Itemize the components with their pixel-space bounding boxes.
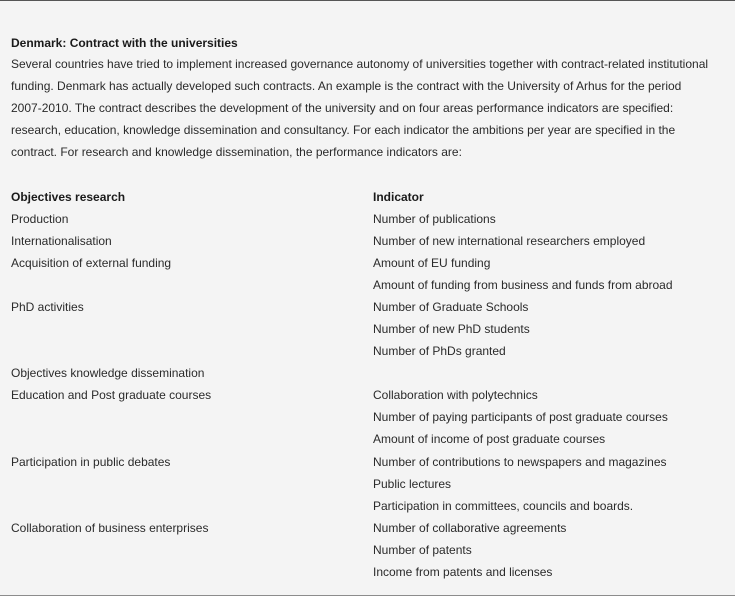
paragraph-line: contract. For research and knowledge dissemination, the performance indicators are: bbox=[11, 145, 462, 159]
box-title: Denmark: Contract with the universities bbox=[11, 36, 238, 50]
paragraph-line: funding. Denmark has actually developed such contracts. An example is the contract with the University of Arhus for the period bbox=[11, 79, 682, 93]
indicator-cell: Amount of income of post graduate courses bbox=[373, 432, 606, 446]
indicator-cell: Number of collaborative agreements bbox=[373, 521, 567, 535]
indicator-cell: Number of new PhD students bbox=[373, 322, 530, 336]
paragraph-line: 2007-2010. The contract describes the development of the university and on four areas performance indicators are specified: bbox=[11, 101, 674, 115]
indicator-cell: Number of paying participants of post graduate courses bbox=[373, 410, 668, 424]
objective-cell: Internationalisation bbox=[11, 234, 112, 248]
paragraph-line: Several countries have tried to implement increased governance autonomy of universities together with contract-related institutional bbox=[11, 57, 709, 71]
objective-cell: Collaboration of business enterprises bbox=[11, 521, 209, 535]
indicator-cell: Number of PhDs granted bbox=[373, 344, 506, 358]
objective-cell: Acquisition of external funding bbox=[11, 256, 172, 270]
intro-paragraph bbox=[11, 53, 723, 163]
paragraph-line: research, education, knowledge dissemination and consultancy. For each indicator the ambitions per year are specified in the bbox=[11, 123, 676, 137]
indicator-cell: Number of new international researchers employed bbox=[373, 234, 646, 248]
indicator-cell: Participation in committees, councils and boards. bbox=[373, 499, 634, 513]
header-indicator: Indicator bbox=[373, 190, 424, 204]
indicator-cell: Income from patents and licenses bbox=[373, 565, 553, 579]
indicator-cell: Number of publications bbox=[373, 212, 496, 226]
header-objectives: Objectives research bbox=[11, 190, 126, 204]
indicator-cell: Amount of EU funding bbox=[373, 256, 491, 270]
indicator-cell: Number of Graduate Schools bbox=[373, 300, 529, 314]
indicator-cell: Amount of funding from business and funds from abroad bbox=[373, 278, 673, 292]
indicator-cell: Number of patents bbox=[373, 543, 472, 557]
objective-cell: Education and Post graduate courses bbox=[11, 388, 212, 402]
objective-cell: Objectives knowledge dissemination bbox=[11, 366, 205, 380]
indicator-cell: Collaboration with polytechnics bbox=[373, 388, 538, 402]
objective-cell: PhD activities bbox=[11, 300, 84, 314]
objective-cell: Participation in public debates bbox=[11, 455, 171, 469]
indicator-cell: Number of contributions to newspapers and magazines bbox=[373, 455, 667, 469]
indicator-cell: Public lectures bbox=[373, 477, 452, 491]
objective-cell: Production bbox=[11, 212, 69, 226]
